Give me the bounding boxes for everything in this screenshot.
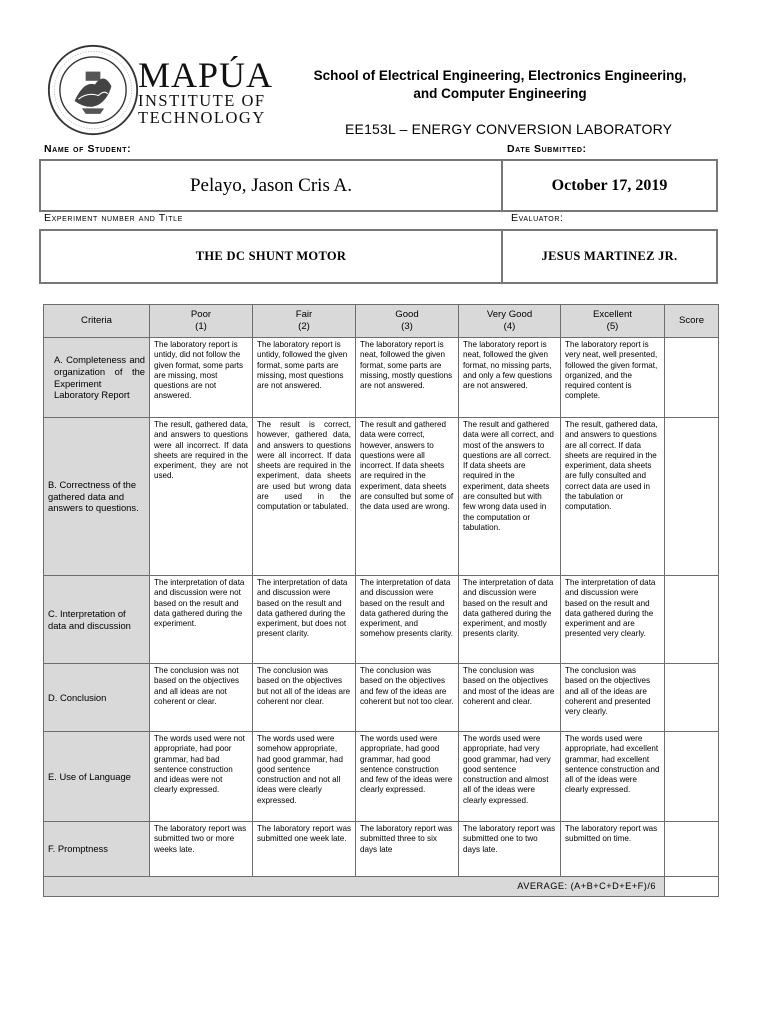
cell-c-poor: The interpretation of data and discussion were not based on the result and data gathered during the experiment.	[150, 576, 253, 664]
cell-e-excellent: The words used were appropriate, had excellent grammar, had excellent sentence construction and all of the ideas were clearly expressed.	[561, 732, 665, 822]
cell-c-fair: The interpretation of data and discussion were based on the result and data gathered during the experiment, but does not present clarity.	[253, 576, 356, 664]
header-good	[356, 305, 459, 338]
cell-a-very-good: The laboratory report is neat, followed the given format, no missing parts, and only a few questions are not answered.	[459, 338, 561, 418]
cell-f-fair: The laboratory report was submitted one week late.	[253, 822, 356, 877]
rubric-header-row	[44, 305, 719, 338]
header-poor-label: Poor	[190, 309, 212, 320]
cell-a-excellent: The laboratory report is very neat, well presented, followed the given format, organized, and the required content is complete.	[561, 338, 665, 418]
criteria-e: E. Use of Language	[44, 732, 150, 822]
score-a[interactable]	[665, 338, 719, 418]
header-fair	[253, 305, 356, 338]
header-poor-num: (1)	[195, 321, 207, 332]
cell-d-very-good: The conclusion was based on the objectives and most of the ideas are coherent and clear.	[459, 664, 561, 732]
experiment-label: Experiment number and Title	[44, 212, 183, 224]
average-label: AVERAGE: (A+B+C+D+E+F)/6	[44, 877, 665, 897]
rubric-row-b	[44, 418, 719, 576]
header-good-label: Good	[395, 309, 419, 320]
cell-e-very-good: The words used were appropriate, had very good grammar, had very good sentence construction and almost all of the ideas were clearly expressed.	[459, 732, 561, 822]
cell-b-good: The result and gathered data were correct, however, answers to questions were all incorrect. If data sheets are required in the experiment, data sheets are consulted but some of the data used are wrong.	[356, 418, 459, 576]
score-average[interactable]	[665, 877, 719, 897]
score-e[interactable]	[665, 732, 719, 822]
cell-f-very-good: The laboratory report was submitted one to two days late.	[459, 822, 561, 877]
brand-line-2: INSTITUTE OF	[138, 91, 266, 110]
criteria-d: D. Conclusion	[44, 664, 150, 732]
cell-f-poor: The laboratory report was submitted two or more weeks late.	[150, 822, 253, 877]
experiment-title-field: THE DC SHUNT MOTOR	[39, 229, 503, 284]
institute-brand	[138, 55, 274, 127]
cell-a-fair: The laboratory report is untidy, followed the given format, some parts are missing, most questions are not answered.	[253, 338, 356, 418]
cell-f-excellent: The laboratory report was submitted on time.	[561, 822, 665, 877]
brand-line-3: TECHNOLOGY	[138, 108, 266, 127]
cell-b-excellent: The result, gathered data, and answers to questions are all correct. If data sheets are required in the experiment, data sheets are fully consulted and correct data are used in the tabulation or computation.	[561, 418, 665, 576]
cell-b-very-good: The result and gathered data were all correct, and most of the answers to questions are all correct. If data sheets are required in the experiment, data sheets are consulted but with few wrong data used in the computation or tabulation.	[459, 418, 561, 576]
score-c[interactable]	[665, 576, 719, 664]
header-very-good	[459, 305, 561, 338]
cell-a-good: The laboratory report is neat, followed the given format, some parts are missing, mostly questions are not answered.	[356, 338, 459, 418]
header-fair-label: Fair	[295, 309, 313, 320]
criteria-f: F. Promptness	[44, 822, 150, 877]
cell-d-fair: The conclusion was based on the objectives but not all of the ideas are coherent nor clear.	[253, 664, 356, 732]
institute-seal-logo	[47, 44, 139, 136]
criteria-b: B. Correctness of the gathered data and answers to questions.	[44, 418, 150, 576]
cell-b-poor: The result, gathered data, and answers to questions were all incorrect. If data sheets are required in the experiment, they are not used.	[150, 418, 253, 576]
cell-d-poor: The conclusion was not based on the objectives and all ideas are not coherent or clear.	[150, 664, 253, 732]
header-very-good-num: (4)	[503, 321, 516, 332]
school-line-2: and Computer Engineering	[413, 86, 587, 101]
header-criteria: Criteria	[44, 305, 150, 338]
cell-d-good: The conclusion was based on the objectives and few of the ideas are coherent but not too clear.	[356, 664, 459, 732]
school-line-1: School of Electrical Engineering, Electronics Engineering,	[313, 68, 687, 83]
score-b[interactable]	[665, 418, 719, 576]
cell-c-very-good: The interpretation of data and discussion were based on the result and data gathered during the experiment, and mostly presents clarity.	[459, 576, 561, 664]
header-poor	[150, 305, 253, 338]
rubric-row-d	[44, 664, 719, 732]
header-good-num: (3)	[401, 321, 413, 332]
evaluator-label: Evaluator:	[511, 212, 564, 224]
rubric-row-f	[44, 822, 719, 877]
rubric-average-row	[44, 877, 719, 897]
rubric-row-a	[44, 338, 719, 418]
cell-c-good: The interpretation of data and discussion were based on the result and data gathered during the experiment, and somehow presents clarity.	[356, 576, 459, 664]
brand-name: MAPÚA	[138, 55, 274, 95]
header-excellent-label: Excellent	[593, 309, 632, 320]
cell-e-poor: The words used were not appropriate, had poor grammar, had bad sentence construction and ideas were not clearly expressed.	[150, 732, 253, 822]
header-score: Score	[665, 305, 719, 338]
date-label: Date Submitted:	[507, 143, 587, 155]
name-label: Name of Student:	[44, 143, 132, 155]
evaluator-field: JESUS MARTINEZ JR.	[501, 229, 718, 284]
header-very-good-label: Very Good	[486, 309, 533, 320]
course-title: EE153L – ENERGY CONVERSION LABORATORY	[345, 121, 673, 137]
criteria-c: C. Interpretation of data and discussion	[44, 576, 150, 664]
cell-f-good: The laboratory report was submitted three to six days late	[356, 822, 459, 877]
school-name	[280, 67, 720, 103]
criteria-a: A. Completeness and organization of the Experiment Laboratory Report	[44, 338, 150, 418]
cell-b-fair: The result is correct, however, gathered data, and answers to questions were all incorrect. If data sheets are required in the experiment, data sheets are used but wrong data are used in the computation or tabulated.	[253, 418, 356, 576]
rubric-row-c	[44, 576, 719, 664]
cell-e-fair: The words used were somehow appropriate, had good grammar, had good sentence construction and not all ideas were clearly expressed.	[253, 732, 356, 822]
header-excellent-num: (5)	[606, 321, 619, 332]
rubric-table	[43, 304, 719, 897]
date-submitted-field: October 17, 2019	[501, 159, 718, 212]
cell-d-excellent: The conclusion was based on the objectives and all of the ideas are coherent and presented very clearly.	[561, 664, 665, 732]
score-f[interactable]	[665, 822, 719, 877]
cell-c-excellent: The interpretation of data and discussion were based on the result and data gathered during the experiment and are presented very clearly.	[561, 576, 665, 664]
student-name-field: Pelayo, Jason Cris A.	[39, 159, 503, 212]
header-fair-num: (2)	[298, 321, 310, 332]
rubric-row-e	[44, 732, 719, 822]
cell-e-good: The words used were appropriate, had good grammar, had good sentence construction and few of the ideas were clearly expressed.	[356, 732, 459, 822]
cell-a-poor: The laboratory report is untidy, did not follow the given format, some parts are missing, most questions are not answered.	[150, 338, 253, 418]
header-excellent	[561, 305, 665, 338]
score-d[interactable]	[665, 664, 719, 732]
